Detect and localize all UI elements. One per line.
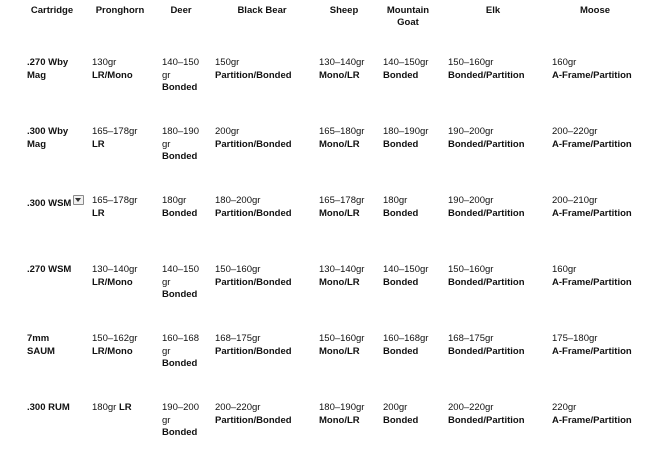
weight-text: 180–190gr xyxy=(319,402,365,413)
deer-cell xyxy=(162,402,204,440)
cartridge-cell: 7mm SAUM xyxy=(27,333,55,357)
weight-text: 130–140gr xyxy=(319,264,365,275)
weight-text: 130gr xyxy=(92,57,117,68)
weight-text: 180–190gr xyxy=(383,126,429,137)
weight-text: 150–160gr xyxy=(448,264,494,275)
bullet-type-text: Bonded/Partition xyxy=(448,138,525,150)
weight-text: 168–175gr xyxy=(215,333,261,344)
weight-text: 180gr xyxy=(92,402,117,413)
bullet-type-text: Mono/LR xyxy=(319,414,360,426)
weight-text: 175–180gr xyxy=(552,333,598,344)
elk-cell xyxy=(448,57,548,82)
mountain-goat-cell xyxy=(383,402,445,427)
weight-text: 165–178gr xyxy=(92,195,138,206)
weight-text: 140–150 gr xyxy=(162,57,199,81)
header-elk: Elk xyxy=(485,5,501,16)
elk-cell xyxy=(448,126,548,151)
weight-text: 150–160gr xyxy=(319,333,365,344)
weight-text: 150–160gr xyxy=(448,57,494,68)
weight-text: 190–200gr xyxy=(448,126,494,137)
moose-cell xyxy=(552,402,662,427)
bullet-type-text: Partition/Bonded xyxy=(215,138,292,150)
bullet-type-text: Partition/Bonded xyxy=(215,345,292,357)
sheep-cell xyxy=(319,402,381,427)
weight-text: 180gr xyxy=(383,195,408,206)
bullet-type-text: Partition/Bonded xyxy=(215,69,292,81)
bullet-type-text: Bonded xyxy=(383,69,419,81)
weight-text: 140–150gr xyxy=(383,57,429,68)
bullet-type-text: Bonded xyxy=(383,207,419,219)
header-sheep: Sheep xyxy=(329,5,359,16)
weight-text: 168–175gr xyxy=(448,333,494,344)
bullet-type-text: Partition/Bonded xyxy=(215,276,292,288)
bullet-type-text: Bonded xyxy=(383,414,419,426)
weight-text: 140–150gr xyxy=(383,264,429,275)
dropdown-arrow-icon[interactable] xyxy=(73,195,84,205)
mountain-goat-cell xyxy=(383,126,445,151)
bullet-type-text: Bonded/Partition xyxy=(448,207,525,219)
bullet-type-text: Mono/LR xyxy=(319,207,360,219)
black-bear-cell xyxy=(215,402,315,427)
deer-cell xyxy=(162,195,204,220)
weight-text: 200–220gr xyxy=(215,402,261,413)
pronghorn-cell xyxy=(92,264,154,289)
bullet-type-text: A-Frame/Partition xyxy=(552,138,632,150)
bullet-type-text: Partition/Bonded xyxy=(215,414,292,426)
weight-text: 180–200gr xyxy=(215,195,261,206)
bullet-type-text: Bonded xyxy=(162,427,198,438)
cartridge-cell: .300 Wby Mag xyxy=(27,126,69,150)
mountain-goat-cell xyxy=(383,57,445,82)
bullet-type-text: Bonded xyxy=(162,289,198,300)
weight-text: 160gr xyxy=(552,264,577,275)
bullet-type-text: Bonded/Partition xyxy=(448,276,525,288)
sheep-cell xyxy=(319,195,381,220)
bullet-type-text: Bonded xyxy=(383,345,419,357)
black-bear-cell xyxy=(215,333,315,358)
elk-cell xyxy=(448,333,548,358)
bullet-type-text: Bonded/Partition xyxy=(448,69,525,81)
bullet-type-text: A-Frame/Partition xyxy=(552,414,632,426)
bullet-type-text: LR/Mono xyxy=(92,345,133,357)
weight-text: 140–150 gr xyxy=(162,264,199,288)
weight-text: 190–200gr xyxy=(448,195,494,206)
bullet-type-text: Bonded xyxy=(162,82,198,93)
weight-text: 200–220gr xyxy=(552,126,598,137)
weight-text: 180gr xyxy=(162,195,187,206)
bullet-type-text: LR xyxy=(118,402,132,413)
elk-cell xyxy=(448,402,548,427)
black-bear-cell xyxy=(215,264,315,289)
sheep-cell xyxy=(319,126,381,151)
pronghorn-cell xyxy=(92,57,154,82)
bullet-type-text: Bonded xyxy=(162,151,198,162)
moose-cell xyxy=(552,126,662,151)
sheep-cell xyxy=(319,333,381,358)
pronghorn-cell xyxy=(92,126,154,151)
sheep-cell xyxy=(319,264,381,289)
weight-text: 160–168 gr xyxy=(162,333,199,357)
weight-text: 150–162gr xyxy=(92,333,138,344)
header-moose: Moose xyxy=(579,5,611,16)
moose-cell xyxy=(552,195,662,220)
bullet-type-text: Mono/LR xyxy=(319,69,360,81)
bullet-type-text: LR xyxy=(92,207,105,219)
bullet-type-text: Mono/LR xyxy=(319,345,360,357)
weight-text: 180–190 gr xyxy=(162,126,199,150)
pronghorn-cell xyxy=(92,402,154,415)
cartridge-cell: .270 Wby Mag xyxy=(27,57,69,81)
bullet-type-text: Bonded xyxy=(162,358,198,369)
header-black-bear: Black Bear xyxy=(237,5,287,16)
weight-text: 165–180gr xyxy=(319,126,365,137)
deer-cell xyxy=(162,57,204,95)
pronghorn-cell xyxy=(92,333,154,358)
weight-text: 130–140gr xyxy=(92,264,138,275)
bullet-type-text: A-Frame/Partition xyxy=(552,276,632,288)
weight-text: 200gr xyxy=(383,402,408,413)
deer-cell xyxy=(162,126,204,164)
weight-text: 220gr xyxy=(552,402,577,413)
bullet-type-text: A-Frame/Partition xyxy=(552,69,632,81)
bullet-type-text: Mono/LR xyxy=(319,138,360,150)
bullet-type-text: Bonded xyxy=(383,276,419,288)
weight-text: 160–168gr xyxy=(383,333,429,344)
bullet-type-text: Bonded/Partition xyxy=(448,414,525,426)
moose-cell xyxy=(552,264,662,289)
black-bear-cell xyxy=(215,195,315,220)
bullet-type-text: Partition/Bonded xyxy=(215,207,292,219)
weight-text: 200–220gr xyxy=(448,402,494,413)
bullet-type-text: Bonded xyxy=(383,138,419,150)
mountain-goat-cell xyxy=(383,333,445,358)
weight-text: 150gr xyxy=(215,57,240,68)
header-pronghorn: Pronghorn xyxy=(95,5,145,16)
weight-text: 150–160gr xyxy=(215,264,261,275)
bullet-type-text: Mono/LR xyxy=(319,276,360,288)
cartridge-cell: .300 RUM xyxy=(27,402,70,413)
header-cartridge: Cartridge xyxy=(30,5,74,16)
cartridge-cell xyxy=(27,195,87,211)
bullet-type-text: LR/Mono xyxy=(92,69,133,81)
moose-cell xyxy=(552,333,662,358)
weight-text: 160gr xyxy=(552,57,577,68)
mountain-goat-cell xyxy=(383,195,445,220)
weight-text: 130–140gr xyxy=(319,57,365,68)
cartridge-cell: .270 WSM xyxy=(27,264,72,275)
weight-text: 165–178gr xyxy=(92,126,138,137)
deer-cell xyxy=(162,264,204,302)
black-bear-cell xyxy=(215,126,315,151)
deer-cell xyxy=(162,333,204,371)
header-deer: Deer xyxy=(170,5,192,16)
sheep-cell xyxy=(319,57,381,82)
weight-text: 200gr xyxy=(215,126,240,137)
bullet-type-text: A-Frame/Partition xyxy=(552,207,632,219)
weight-text: 200–210gr xyxy=(552,195,598,206)
cartridge-label: .300 WSM xyxy=(27,198,72,209)
bullet-type-text: LR/Mono xyxy=(92,276,133,288)
bullet-type-text: Bonded xyxy=(162,207,198,219)
header-mountain-goat: Mountain Goat xyxy=(386,5,430,28)
moose-cell xyxy=(552,57,662,82)
bullet-type-text: LR xyxy=(92,138,105,150)
weight-text: 165–178gr xyxy=(319,195,365,206)
bullet-type-text: Bonded/Partition xyxy=(448,345,525,357)
bullet-type-text: A-Frame/Partition xyxy=(552,345,632,357)
elk-cell xyxy=(448,264,548,289)
mountain-goat-cell xyxy=(383,264,445,289)
weight-text: 190–200 gr xyxy=(162,402,199,426)
black-bear-cell xyxy=(215,57,315,82)
elk-cell xyxy=(448,195,548,220)
pronghorn-cell xyxy=(92,195,154,220)
